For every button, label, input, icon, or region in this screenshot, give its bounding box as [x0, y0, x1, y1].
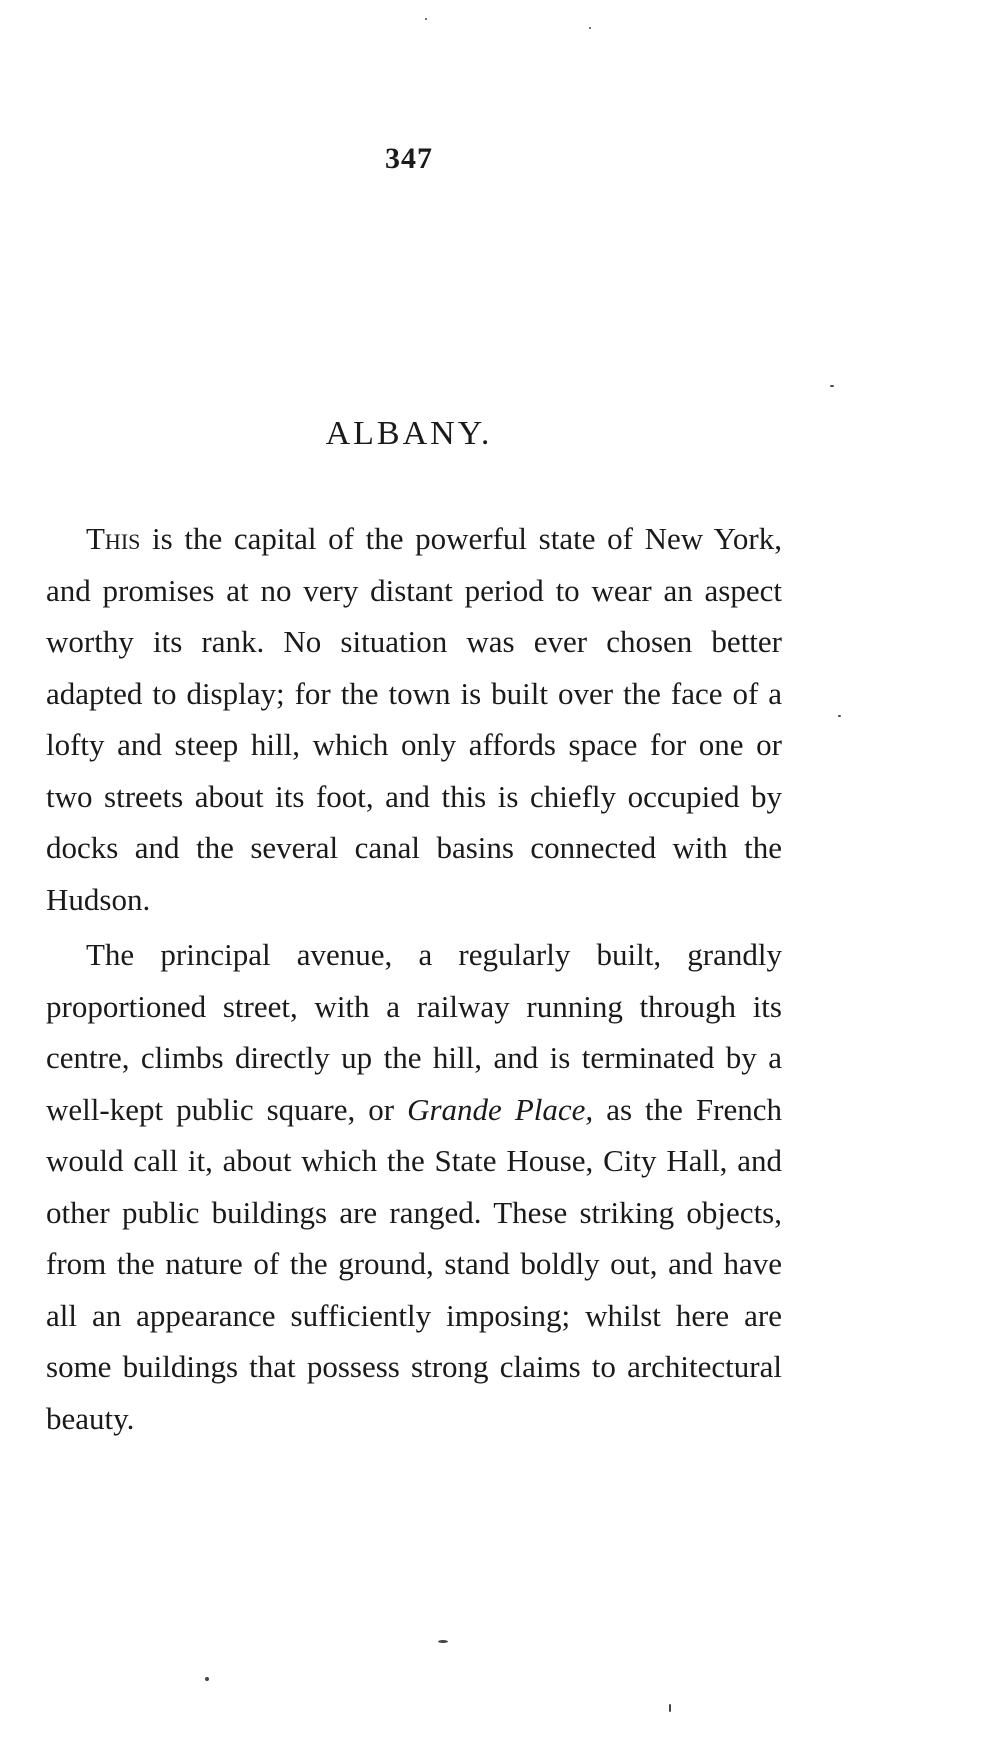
- paragraph-1-text: is the capital of the powerful state of New York, and promises at no very distant period to wear an aspect worthy its rank. No situation was ever chosen better adapted to display; for the town is built over the face of a lofty and steep hill, which only affords space for one or two streets about its foot, and this is chiefly occupied by docks and the several canal basins connected with the Hudson.: [46, 521, 782, 917]
- scan-speck: [838, 715, 841, 717]
- paragraph-2-before: The principal avenue, a regularly built, grandly proportioned street, with a railway running through its centre, climbs directly up the hill, and is terminated by a well-kept public square, or: [46, 937, 782, 1127]
- scan-speck: [669, 1704, 671, 1712]
- body-text: [46, 513, 782, 1444]
- scan-speck: [425, 18, 427, 20]
- paragraph-1: [46, 513, 782, 925]
- scan-speck: [589, 27, 591, 29]
- scan-speck: [438, 1640, 448, 1643]
- scan-speck: [830, 385, 834, 387]
- paragraph-2: [46, 929, 782, 1444]
- paragraph-1-lead: This: [86, 521, 141, 556]
- page-number: 347: [385, 142, 433, 175]
- paragraph-2-after: as the French would call it, about which the State House, City Hall, and other public buildings are ranged. These striking objects, from the nature of the ground, stand boldly out, and have all an appearance sufficiently imposing; whilst here are some buildings that possess strong claims to architectural beauty.: [46, 1091, 783, 1436]
- paragraph-2-italic: Grande Place,: [407, 1091, 594, 1127]
- chapter-title: ALBANY.: [325, 415, 493, 452]
- scan-speck: [205, 1677, 209, 1681]
